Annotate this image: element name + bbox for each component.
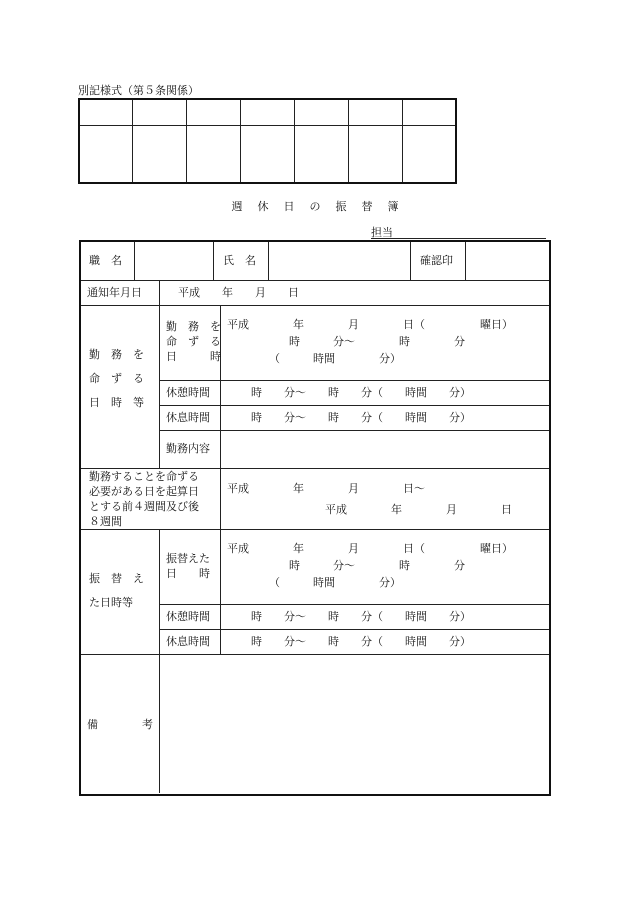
stamp-header-cell (348, 99, 402, 126)
stamp-header-cell (79, 99, 133, 126)
kisan-label-line: とする前４週間及び後 (89, 500, 199, 513)
kinmu-naiyo-label: 勤務内容 (166, 442, 210, 455)
tsuchi-label: 通知年月日 (87, 286, 142, 299)
furikae-nichiji-label-line: 振替えた (166, 552, 210, 565)
kinmu-kyukei-value: 時 分～ 時 分（ 時間 分） (251, 386, 471, 399)
document-title: 週休日の振替簿 (231, 200, 414, 213)
tsuchi-value: 平成 年 月 日 (178, 286, 299, 299)
kinmu-section-label-line: 命 ず る (89, 372, 144, 385)
kinmu-kyukei-label: 休憩時間 (166, 386, 210, 399)
furikae-nichiji-line: 平成 年 月 日（ 曜日） (227, 542, 513, 555)
furikae-kyusoku-label: 休息時間 (166, 635, 210, 648)
kisan-line-2: 平成 年 月 日 (325, 503, 512, 516)
kakunin-label: 確認印 (420, 254, 453, 267)
stamp-header-cell (133, 99, 187, 126)
furikae-nichiji-line: （ 時間 分） (269, 576, 401, 589)
furikae-nichiji-line: 時 分～ 時 分 (289, 559, 465, 572)
furikae-section-label-line: 振 替 え (89, 572, 144, 585)
furikae-nichiji-label-line: 日 時 (166, 567, 210, 580)
shoku-label: 職 名 (89, 254, 122, 267)
kisan-label-line: 勤務することを命ずる (89, 470, 199, 483)
furikae-kyukei-label: 休憩時間 (166, 610, 210, 623)
kisan-label-line: ８週間 (89, 515, 122, 528)
stamp-cell (348, 126, 402, 184)
biko-label: 備 考 (87, 718, 153, 731)
kinmu-section-label-line: 勤 務 を (89, 348, 144, 361)
tanto-label: 担当 (371, 226, 393, 239)
kinmu-kyusoku-value: 時 分～ 時 分（ 時間 分） (251, 411, 471, 424)
kinmu-kyusoku-label: 休息時間 (166, 411, 210, 424)
stamp-cell (402, 126, 456, 184)
kinmu-nichiji-line: （ 時間 分） (269, 352, 401, 365)
stamp-cell (187, 126, 241, 184)
furikae-form (79, 240, 551, 796)
stamp-cell (79, 126, 133, 184)
furikae-kyusoku-value: 時 分～ 時 分（ 時間 分） (251, 635, 471, 648)
kinmu-section-label-line: 日 時 等 (89, 396, 144, 409)
kinmu-nichiji-label-line: 勤 務 を (166, 320, 221, 333)
kisan-line-1: 平成 年 月 日～ (227, 482, 425, 495)
kinmu-nichiji-label-line: 日 時 (166, 350, 221, 363)
stamp-header-cell (241, 99, 295, 126)
stamp-cell (241, 126, 295, 184)
stamp-cell (294, 126, 348, 184)
stamp-box-grid (78, 98, 457, 184)
kinmu-nichiji-line: 平成 年 月 日（ 曜日） (227, 318, 513, 331)
kisan-label-line: 必要がある日を起算日 (89, 485, 199, 498)
kinmu-nichiji-line: 時 分～ 時 分 (289, 335, 465, 348)
shimei-label: 氏 名 (223, 254, 256, 267)
stamp-header-cell (294, 99, 348, 126)
stamp-header-cell (402, 99, 456, 126)
stamp-header-cell (187, 99, 241, 126)
stamp-cell (133, 126, 187, 184)
furikae-kyukei-value: 時 分～ 時 分（ 時間 分） (251, 610, 471, 623)
form-reference: 別記様式（第５条関係） (78, 84, 199, 97)
tanto-field (371, 224, 546, 239)
furikae-section-label-line: た日時等 (89, 596, 133, 609)
kinmu-nichiji-label-line: 命 ず る (166, 335, 221, 348)
